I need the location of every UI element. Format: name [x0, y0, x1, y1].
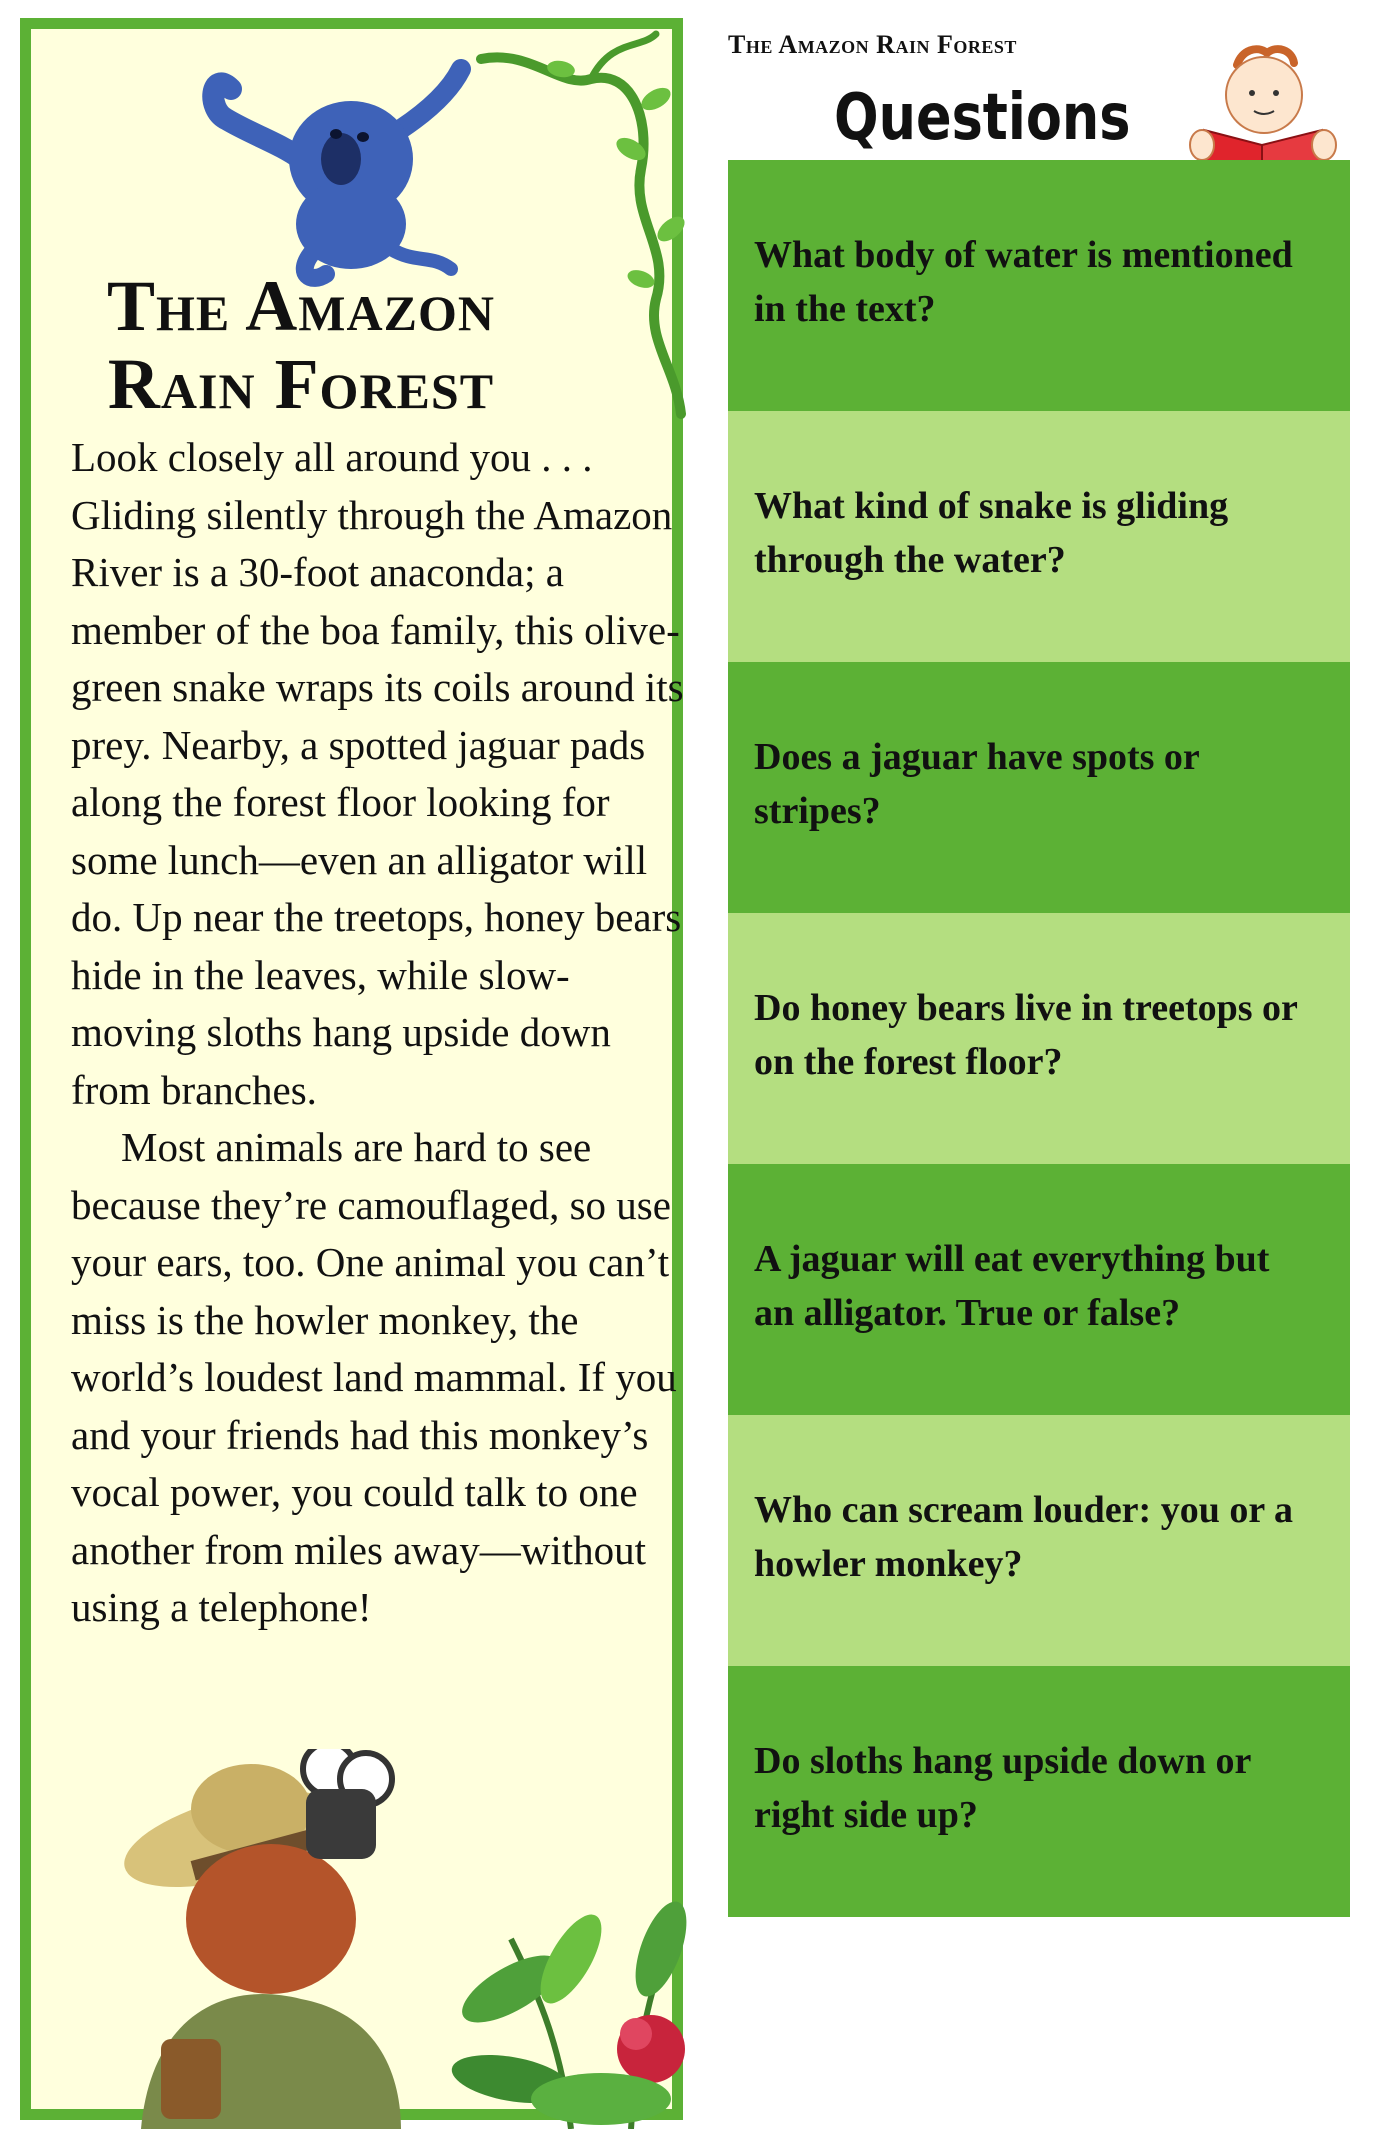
question-7: Do sloths hang upside down or right side up? — [728, 1666, 1350, 1917]
story-title-line-1: The Amazon — [107, 266, 495, 346]
story-paragraph-2: Most animals are hard to see because they’re camouflaged, so use your ears, too. One animal you can’t miss is the howler monkey, the world’s loudest land mammal. If you and your friends had this monkey’s vocal power, you could talk to one another from miles away—without using a telephone! — [71, 1124, 677, 1630]
questions-title: Questions — [834, 81, 1131, 155]
story-title-line-2: Rain Forest — [107, 344, 495, 424]
questions-list — [728, 160, 1350, 1917]
howler-monkey-icon — [201, 49, 501, 289]
question-5: A jaguar will eat everything but an alligator. True or false? — [728, 1164, 1350, 1415]
story-panel — [20, 18, 683, 2120]
story-paragraph-1: Look closely all around you . . . Gliding silently through the Amazon River is a 30-foot anaconda; a member of the boa family, this olive-green snake wraps its coils around its prey. Nearby, a spotted jaguar pads along the forest floor looking for some lunch—even an alligator will do. Up near the treetops, honey bears hide in the leaves, while slow-moving sloths hang upside down from branches. — [71, 434, 684, 1113]
story-title — [91, 267, 511, 423]
jungle-plants-icon — [451, 1849, 701, 2129]
question-3: Does a jaguar have spots or stripes? — [728, 662, 1350, 913]
question-6: Who can scream louder: you or a howler monkey? — [728, 1415, 1350, 1666]
question-4: Do honey bears live in treetops or on the forest floor? — [728, 913, 1350, 1164]
explorer-with-binoculars-icon — [81, 1749, 501, 2129]
story-body — [71, 429, 691, 1637]
questions-header: The Amazon Rain Forest — [728, 30, 1017, 59]
question-1: What body of water is mentioned in the text? — [728, 160, 1350, 411]
question-2: What kind of snake is gliding through the water? — [728, 411, 1350, 662]
